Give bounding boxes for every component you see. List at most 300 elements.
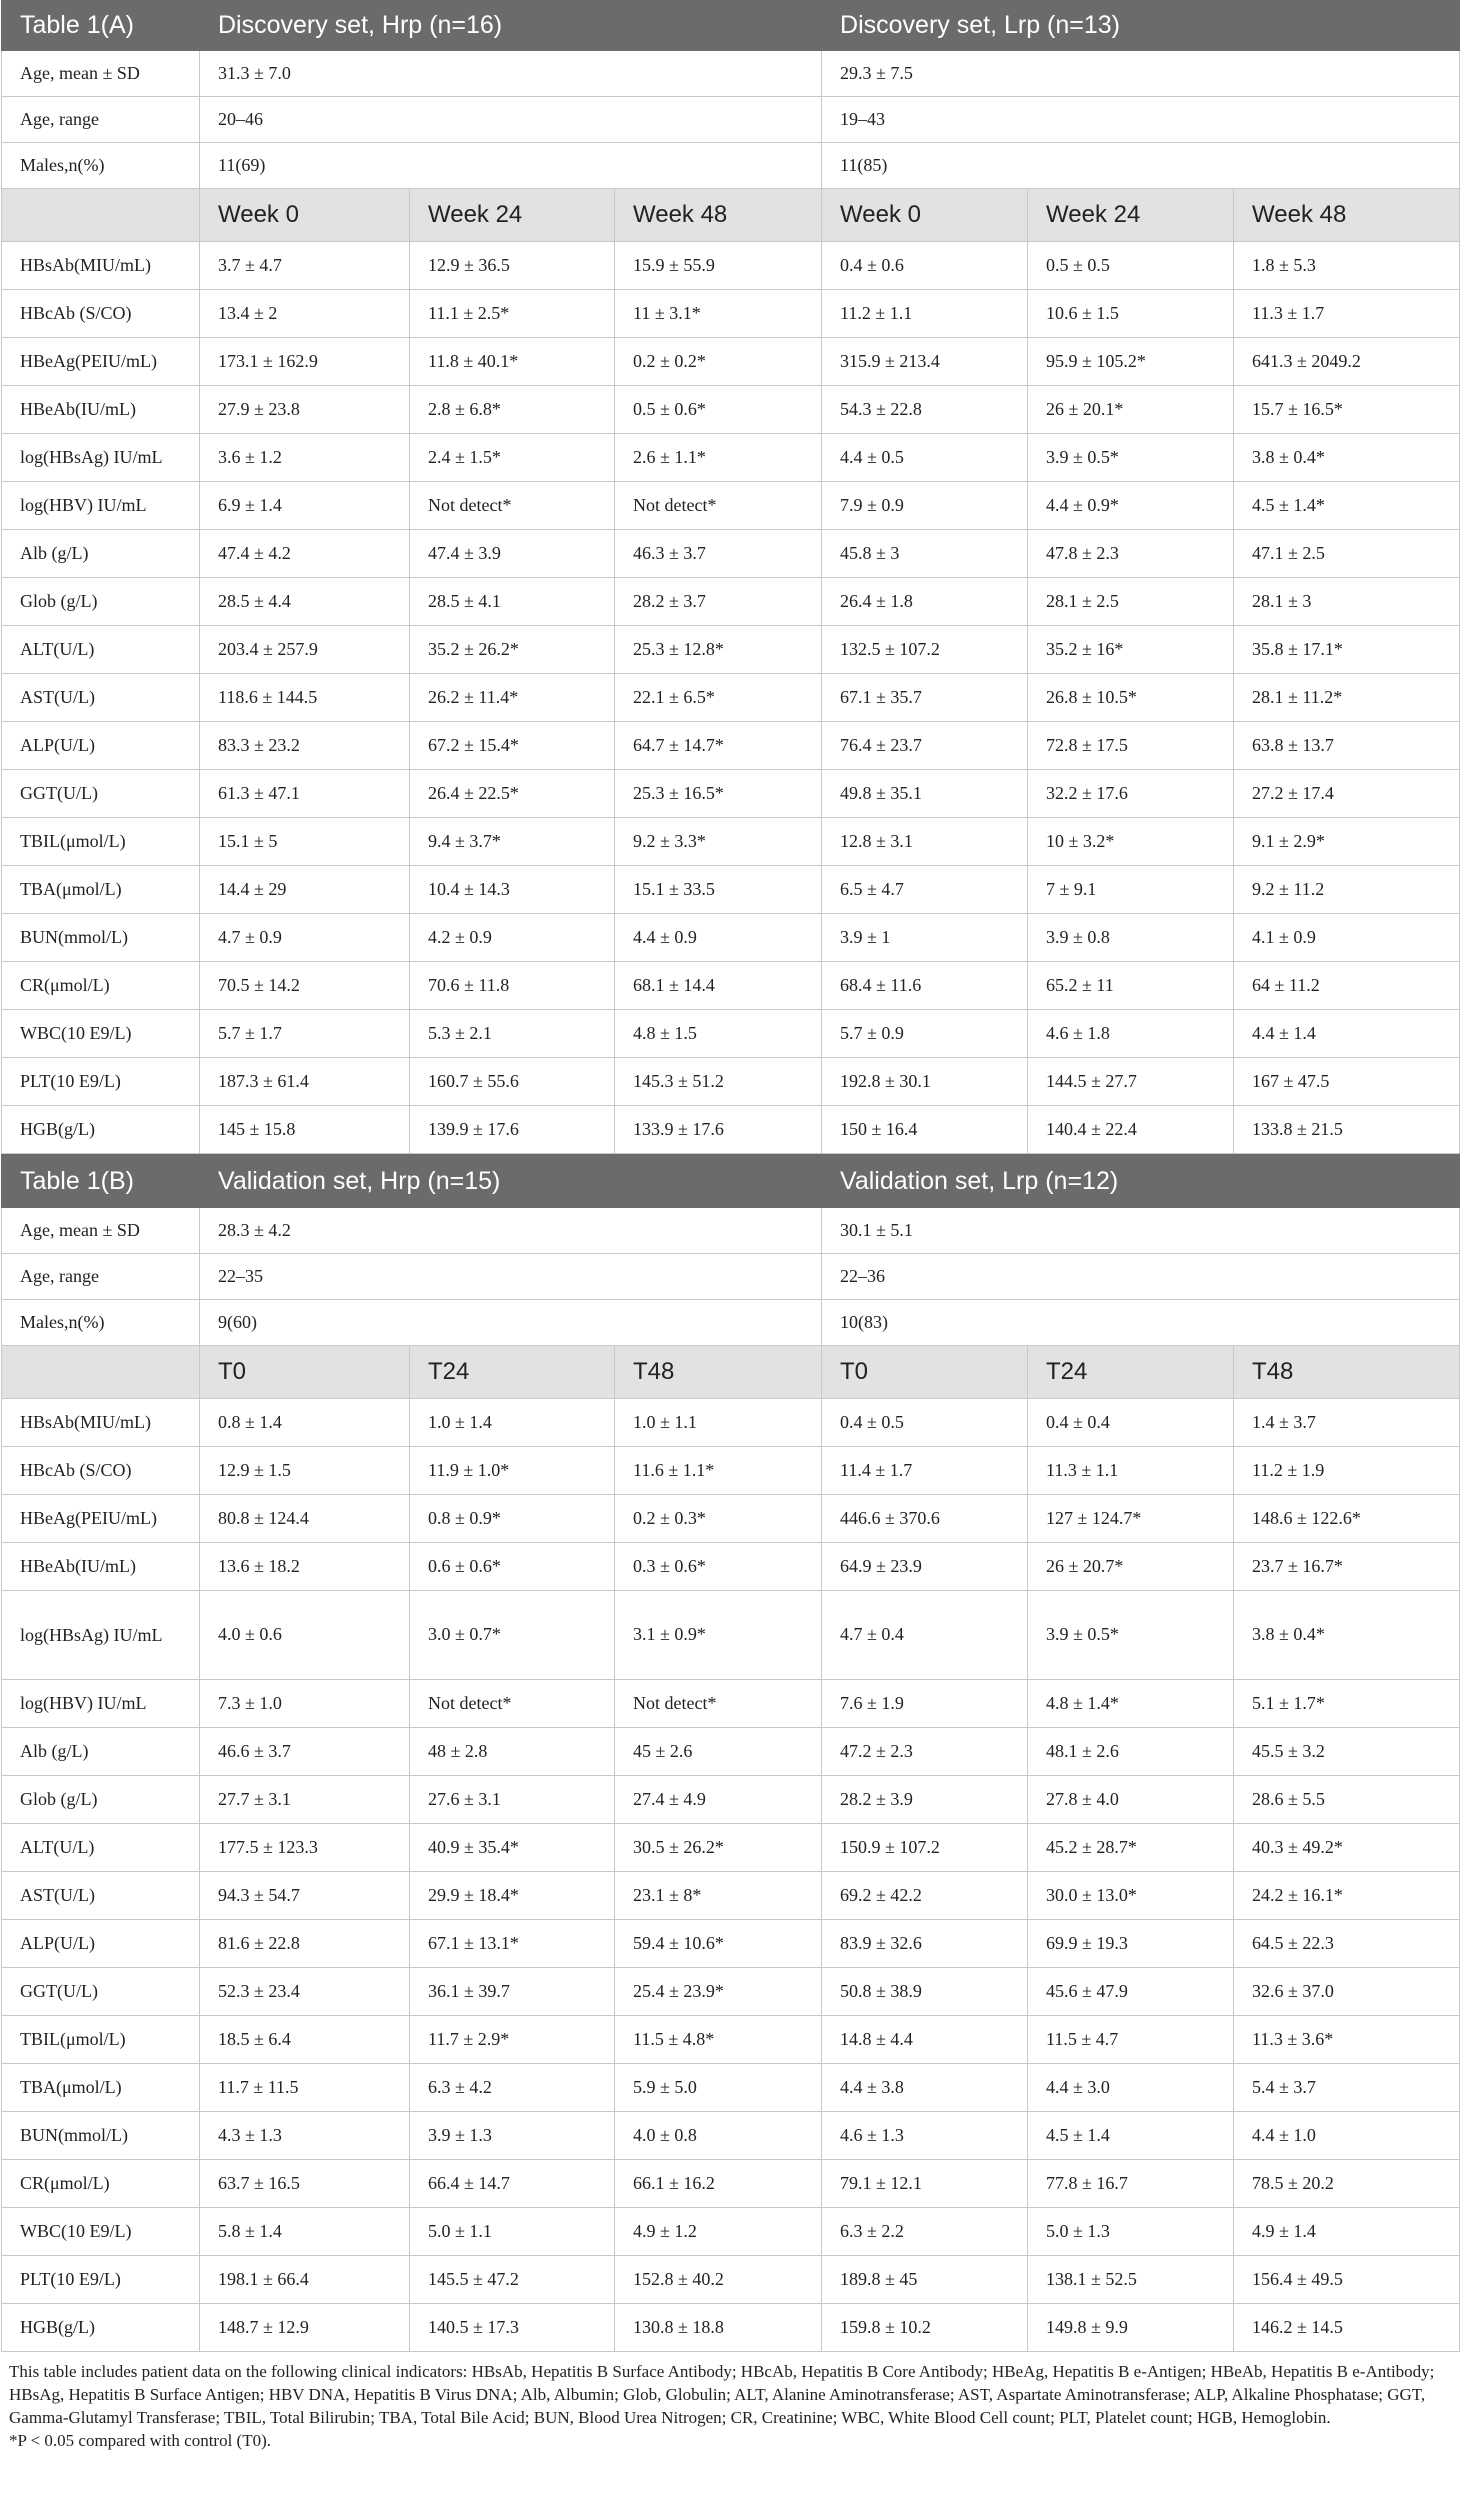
row-label: CR(μmol/L) <box>2 962 200 1010</box>
cell: 7.3 ± 1.0 <box>200 1680 410 1728</box>
cell: 23.1 ± 8* <box>615 1872 822 1920</box>
cell: 70.6 ± 11.8 <box>410 962 615 1010</box>
table-row <box>2 818 1460 866</box>
cell: Not detect* <box>410 1680 615 1728</box>
table-row <box>2 2016 1460 2064</box>
row-label: log(HBV) IU/mL <box>2 482 200 530</box>
row-label: HBsAb(MIU/mL) <box>2 1399 200 1447</box>
cell: 11.5 ± 4.7 <box>1028 2016 1234 2064</box>
cell: 29.9 ± 18.4* <box>410 1872 615 1920</box>
cell: 3.9 ± 0.8 <box>1028 914 1234 962</box>
cell: 46.3 ± 3.7 <box>615 530 822 578</box>
row-label: HGB(g/L) <box>2 2304 200 2352</box>
demo-value-lrp: 22–36 <box>822 1254 1460 1300</box>
cell: 0.6 ± 0.6* <box>410 1543 615 1591</box>
row-label: HGB(g/L) <box>2 1106 200 1154</box>
cell: 67.1 ± 35.7 <box>822 674 1028 722</box>
demo-value-hrp: 9(60) <box>200 1300 822 1346</box>
cell: 4.4 ± 0.5 <box>822 434 1028 482</box>
cell: 5.8 ± 1.4 <box>200 2208 410 2256</box>
cell: 3.8 ± 0.4* <box>1234 434 1460 482</box>
row-label: Males,n(%) <box>2 1300 200 1346</box>
row-label: Age, mean ± SD <box>2 51 200 97</box>
group-title-hrp: Validation set, Hrp (n=15) <box>200 1155 822 1208</box>
column-header: T0 <box>822 1346 1028 1399</box>
footnote-significance: *P < 0.05 compared with control (T0). <box>9 2431 272 2451</box>
row-label: HBsAb(MIU/mL) <box>2 242 200 290</box>
cell: 6.9 ± 1.4 <box>200 482 410 530</box>
cell: 149.8 ± 9.9 <box>1028 2304 1234 2352</box>
cell: 12.9 ± 36.5 <box>410 242 615 290</box>
table-row <box>2 290 1460 338</box>
table-1b-body <box>2 1399 1460 2352</box>
row-label: BUN(mmol/L) <box>2 2112 200 2160</box>
row-label: HBcAb (S/CO) <box>2 1447 200 1495</box>
column-header: Week 24 <box>1028 189 1234 242</box>
cell: 26 ± 20.1* <box>1028 386 1234 434</box>
cell: 140.5 ± 17.3 <box>410 2304 615 2352</box>
cell: 133.8 ± 21.5 <box>1234 1106 1460 1154</box>
cell: 3.0 ± 0.7* <box>410 1591 615 1680</box>
cell: 65.2 ± 11 <box>1028 962 1234 1010</box>
column-header: Week 0 <box>200 189 410 242</box>
cell: 63.8 ± 13.7 <box>1234 722 1460 770</box>
cell: 27.6 ± 3.1 <box>410 1776 615 1824</box>
cell: 173.1 ± 162.9 <box>200 338 410 386</box>
table-row <box>2 2208 1460 2256</box>
cell: Not detect* <box>615 1680 822 1728</box>
cell: 15.1 ± 33.5 <box>615 866 822 914</box>
demo-value-hrp: 22–35 <box>200 1254 822 1300</box>
cell: 4.5 ± 1.4 <box>1028 2112 1234 2160</box>
cell: 4.0 ± 0.6 <box>200 1591 410 1680</box>
cell: 25.3 ± 12.8* <box>615 626 822 674</box>
cell: 160.7 ± 55.6 <box>410 1058 615 1106</box>
cell: 47.4 ± 4.2 <box>200 530 410 578</box>
table-row <box>2 482 1460 530</box>
cell: 3.9 ± 1 <box>822 914 1028 962</box>
cell: 40.9 ± 35.4* <box>410 1824 615 1872</box>
cell: 4.1 ± 0.9 <box>1234 914 1460 962</box>
column-header: T48 <box>615 1346 822 1399</box>
table-1a-title-row <box>2 1 1460 51</box>
cell: 10.6 ± 1.5 <box>1028 290 1234 338</box>
table-1b-title-row <box>2 1155 1460 1208</box>
cell: 15.7 ± 16.5* <box>1234 386 1460 434</box>
cell: 0.8 ± 1.4 <box>200 1399 410 1447</box>
cell: 79.1 ± 12.1 <box>822 2160 1028 2208</box>
row-label: ALP(U/L) <box>2 1920 200 1968</box>
cell: 63.7 ± 16.5 <box>200 2160 410 2208</box>
cell: 6.3 ± 2.2 <box>822 2208 1028 2256</box>
cell: 145.5 ± 47.2 <box>410 2256 615 2304</box>
table-footnote <box>1 2352 1459 2452</box>
footnote-abbreviations: This table includes patient data on the following clinical indicators: HBsAb, Hepatitis B Surface Antibody; HBcAb, Hepatitis B Core Antibody; HBeAg, Hepatitis B e-Antigen; HBeAb, Hepatitis B e-Antibody; HBsAg, Hepatitis B Surface Antigen; HBV DNA, Hepatitis B Virus DNA; Alb, Albumin; Glob, Globulin; ALT, Alanine Aminotransferase; AST, Aspartate Aminotransferase; ALP, Alkaline Phosphatase; GGT, Gamma-Glutamyl Transferase; TBIL, Total Bilirubin; TBA, Total Bile Acid; BUN, Blood Urea Nitrogen; CR, Creatinine; WBC, White Blood Cell count; PLT, Platelet count; HGB, Hemoglobin. <box>9 2362 1435 2428</box>
table-1b <box>1 1154 1460 2352</box>
cell: 5.0 ± 1.3 <box>1028 2208 1234 2256</box>
cell: 72.8 ± 17.5 <box>1028 722 1234 770</box>
cell: 50.8 ± 38.9 <box>822 1968 1028 2016</box>
cell: 27.9 ± 23.8 <box>200 386 410 434</box>
row-label: PLT(10 E9/L) <box>2 2256 200 2304</box>
table-label: Table 1(A) <box>2 1 200 51</box>
cell: 3.1 ± 0.9* <box>615 1591 822 1680</box>
header-blank-cell <box>2 189 200 242</box>
table-row <box>2 2256 1460 2304</box>
cell: 4.8 ± 1.5 <box>615 1010 822 1058</box>
table-row <box>2 1872 1460 1920</box>
cell: 40.3 ± 49.2* <box>1234 1824 1460 1872</box>
table-row <box>2 2160 1460 2208</box>
cell: 10 ± 3.2* <box>1028 818 1234 866</box>
cell: 30.0 ± 13.0* <box>1028 1872 1234 1920</box>
cell: 76.4 ± 23.7 <box>822 722 1028 770</box>
cell: 64.7 ± 14.7* <box>615 722 822 770</box>
column-header: Week 0 <box>822 189 1028 242</box>
cell: 25.4 ± 23.9* <box>615 1968 822 2016</box>
group-title-hrp: Discovery set, Hrp (n=16) <box>200 1 822 51</box>
cell: 28.1 ± 2.5 <box>1028 578 1234 626</box>
cell: 0.3 ± 0.6* <box>615 1543 822 1591</box>
cell: 4.4 ± 0.9* <box>1028 482 1234 530</box>
row-label: GGT(U/L) <box>2 1968 200 2016</box>
cell: 4.4 ± 0.9 <box>615 914 822 962</box>
cell: 144.5 ± 27.7 <box>1028 1058 1234 1106</box>
row-label: WBC(10 E9/L) <box>2 2208 200 2256</box>
cell: 148.7 ± 12.9 <box>200 2304 410 2352</box>
table-row <box>2 1776 1460 1824</box>
cell: 5.7 ± 0.9 <box>822 1010 1028 1058</box>
table-row <box>2 2064 1460 2112</box>
row-label: Males,n(%) <box>2 143 200 189</box>
cell: 49.8 ± 35.1 <box>822 770 1028 818</box>
demographics-row <box>2 1300 1460 1346</box>
cell: 9.2 ± 3.3* <box>615 818 822 866</box>
cell: 0.2 ± 0.2* <box>615 338 822 386</box>
cell: 11.9 ± 1.0* <box>410 1447 615 1495</box>
cell: 4.7 ± 0.4 <box>822 1591 1028 1680</box>
cell: 3.7 ± 4.7 <box>200 242 410 290</box>
cell: 152.8 ± 40.2 <box>615 2256 822 2304</box>
row-label: Age, range <box>2 1254 200 1300</box>
row-label: ALT(U/L) <box>2 626 200 674</box>
cell: 1.0 ± 1.1 <box>615 1399 822 1447</box>
column-header: T48 <box>1234 1346 1460 1399</box>
cell: 12.8 ± 3.1 <box>822 818 1028 866</box>
cell: 11.4 ± 1.7 <box>822 1447 1028 1495</box>
table-row <box>2 1058 1460 1106</box>
row-label: Glob (g/L) <box>2 1776 200 1824</box>
cell: 4.3 ± 1.3 <box>200 2112 410 2160</box>
cell: 4.4 ± 3.0 <box>1028 2064 1234 2112</box>
cell: 47.2 ± 2.3 <box>822 1728 1028 1776</box>
cell: 7 ± 9.1 <box>1028 866 1234 914</box>
column-header-row <box>2 189 1460 242</box>
cell: 167 ± 47.5 <box>1234 1058 1460 1106</box>
cell: 13.4 ± 2 <box>200 290 410 338</box>
cell: 4.4 ± 1.4 <box>1234 1010 1460 1058</box>
cell: 140.4 ± 22.4 <box>1028 1106 1234 1154</box>
table-row <box>2 338 1460 386</box>
cell: 11.3 ± 3.6* <box>1234 2016 1460 2064</box>
cell: 0.2 ± 0.3* <box>615 1495 822 1543</box>
cell: 2.8 ± 6.8* <box>410 386 615 434</box>
cell: 0.4 ± 0.4 <box>1028 1399 1234 1447</box>
cell: 32.2 ± 17.6 <box>1028 770 1234 818</box>
cell: 130.8 ± 18.8 <box>615 2304 822 2352</box>
cell: 30.5 ± 26.2* <box>615 1824 822 1872</box>
cell: 3.9 ± 0.5* <box>1028 1591 1234 1680</box>
row-label: TBIL(μmol/L) <box>2 2016 200 2064</box>
row-label: HBeAb(IU/mL) <box>2 1543 200 1591</box>
table-1a <box>1 0 1460 1154</box>
table-row <box>2 1920 1460 1968</box>
cell: 127 ± 124.7* <box>1028 1495 1234 1543</box>
cell: 5.3 ± 2.1 <box>410 1010 615 1058</box>
cell: 27.8 ± 4.0 <box>1028 1776 1234 1824</box>
cell: 68.4 ± 11.6 <box>822 962 1028 1010</box>
cell: 5.0 ± 1.1 <box>410 2208 615 2256</box>
table-row <box>2 242 1460 290</box>
cell: 133.9 ± 17.6 <box>615 1106 822 1154</box>
cell: 11.7 ± 11.5 <box>200 2064 410 2112</box>
page <box>1 0 1459 2452</box>
cell: 4.2 ± 0.9 <box>410 914 615 962</box>
cell: 12.9 ± 1.5 <box>200 1447 410 1495</box>
cell: 48 ± 2.8 <box>410 1728 615 1776</box>
cell: 5.1 ± 1.7* <box>1234 1680 1460 1728</box>
table-row <box>2 962 1460 1010</box>
cell: 4.4 ± 1.0 <box>1234 2112 1460 2160</box>
cell: 156.4 ± 49.5 <box>1234 2256 1460 2304</box>
row-label: HBcAb (S/CO) <box>2 290 200 338</box>
row-label: WBC(10 E9/L) <box>2 1010 200 1058</box>
row-label: Alb (g/L) <box>2 530 200 578</box>
row-label: Alb (g/L) <box>2 1728 200 1776</box>
cell: 45.5 ± 3.2 <box>1234 1728 1460 1776</box>
cell: 95.9 ± 105.2* <box>1028 338 1234 386</box>
cell: 4.8 ± 1.4* <box>1028 1680 1234 1728</box>
row-label: Age, range <box>2 97 200 143</box>
cell: 54.3 ± 22.8 <box>822 386 1028 434</box>
cell: 26.8 ± 10.5* <box>1028 674 1234 722</box>
cell: 64.9 ± 23.9 <box>822 1543 1028 1591</box>
cell: 11.7 ± 2.9* <box>410 2016 615 2064</box>
cell: 28.2 ± 3.9 <box>822 1776 1028 1824</box>
cell: 10.4 ± 14.3 <box>410 866 615 914</box>
cell: 26.2 ± 11.4* <box>410 674 615 722</box>
table-row <box>2 1591 1460 1680</box>
row-label: ALT(U/L) <box>2 1824 200 1872</box>
row-label: TBA(μmol/L) <box>2 866 200 914</box>
cell: 68.1 ± 14.4 <box>615 962 822 1010</box>
cell: 11.3 ± 1.1 <box>1028 1447 1234 1495</box>
table-row <box>2 1495 1460 1543</box>
cell: 83.9 ± 32.6 <box>822 1920 1028 1968</box>
cell: 9.4 ± 3.7* <box>410 818 615 866</box>
demographics-row <box>2 143 1460 189</box>
row-label: GGT(U/L) <box>2 770 200 818</box>
cell: 47.4 ± 3.9 <box>410 530 615 578</box>
cell: 70.5 ± 14.2 <box>200 962 410 1010</box>
cell: 14.8 ± 4.4 <box>822 2016 1028 2064</box>
cell: 0.8 ± 0.9* <box>410 1495 615 1543</box>
table-row <box>2 1106 1460 1154</box>
column-header: Week 24 <box>410 189 615 242</box>
table-row <box>2 1680 1460 1728</box>
cell: 139.9 ± 17.6 <box>410 1106 615 1154</box>
cell: 6.5 ± 4.7 <box>822 866 1028 914</box>
cell: 315.9 ± 213.4 <box>822 338 1028 386</box>
table-row <box>2 866 1460 914</box>
cell: 69.9 ± 19.3 <box>1028 1920 1234 1968</box>
cell: 11.6 ± 1.1* <box>615 1447 822 1495</box>
cell: 28.1 ± 3 <box>1234 578 1460 626</box>
row-label: log(HBV) IU/mL <box>2 1680 200 1728</box>
cell: 7.6 ± 1.9 <box>822 1680 1028 1728</box>
cell: 35.8 ± 17.1* <box>1234 626 1460 674</box>
cell: 69.2 ± 42.2 <box>822 1872 1028 1920</box>
row-label: HBeAg(PEIU/mL) <box>2 1495 200 1543</box>
cell: 27.4 ± 4.9 <box>615 1776 822 1824</box>
cell: 6.3 ± 4.2 <box>410 2064 615 2112</box>
cell: 150.9 ± 107.2 <box>822 1824 1028 1872</box>
row-label: log(HBsAg) IU/mL <box>2 1591 200 1680</box>
group-title-lrp: Validation set, Lrp (n=12) <box>822 1155 1460 1208</box>
cell: Not detect* <box>615 482 822 530</box>
demo-value-lrp: 10(83) <box>822 1300 1460 1346</box>
demographics-row <box>2 97 1460 143</box>
row-label: CR(μmol/L) <box>2 2160 200 2208</box>
cell: 159.8 ± 10.2 <box>822 2304 1028 2352</box>
cell: 15.1 ± 5 <box>200 818 410 866</box>
cell: 641.3 ± 2049.2 <box>1234 338 1460 386</box>
row-label: PLT(10 E9/L) <box>2 1058 200 1106</box>
cell: 28.2 ± 3.7 <box>615 578 822 626</box>
cell: 22.1 ± 6.5* <box>615 674 822 722</box>
cell: 47.1 ± 2.5 <box>1234 530 1460 578</box>
cell: 5.9 ± 5.0 <box>615 2064 822 2112</box>
column-header: Week 48 <box>1234 189 1460 242</box>
cell: 9.1 ± 2.9* <box>1234 818 1460 866</box>
table-row <box>2 434 1460 482</box>
cell: 4.4 ± 3.8 <box>822 2064 1028 2112</box>
cell: 24.2 ± 16.1* <box>1234 1872 1460 1920</box>
cell: 36.1 ± 39.7 <box>410 1968 615 2016</box>
row-label: TBA(μmol/L) <box>2 2064 200 2112</box>
row-label: TBIL(μmol/L) <box>2 818 200 866</box>
table-row <box>2 914 1460 962</box>
cell: 4.9 ± 1.2 <box>615 2208 822 2256</box>
cell: 32.6 ± 37.0 <box>1234 1968 1460 2016</box>
row-label: HBeAg(PEIU/mL) <box>2 338 200 386</box>
column-header-row <box>2 1346 1460 1399</box>
cell: 28.6 ± 5.5 <box>1234 1776 1460 1824</box>
cell: 81.6 ± 22.8 <box>200 1920 410 1968</box>
cell: 11.1 ± 2.5* <box>410 290 615 338</box>
cell: 11.2 ± 1.1 <box>822 290 1028 338</box>
cell: 27.7 ± 3.1 <box>200 1776 410 1824</box>
cell: 18.5 ± 6.4 <box>200 2016 410 2064</box>
cell: 67.1 ± 13.1* <box>410 1920 615 1968</box>
table-row <box>2 1728 1460 1776</box>
table-row <box>2 2304 1460 2352</box>
cell: 26 ± 20.7* <box>1028 1543 1234 1591</box>
cell: 61.3 ± 47.1 <box>200 770 410 818</box>
cell: 198.1 ± 66.4 <box>200 2256 410 2304</box>
cell: 28.1 ± 11.2* <box>1234 674 1460 722</box>
table-row <box>2 1543 1460 1591</box>
cell: 26.4 ± 1.8 <box>822 578 1028 626</box>
table-1a-body <box>2 242 1460 1154</box>
cell: 132.5 ± 107.2 <box>822 626 1028 674</box>
cell: 45.6 ± 47.9 <box>1028 1968 1234 2016</box>
cell: 52.3 ± 23.4 <box>200 1968 410 2016</box>
table-row <box>2 530 1460 578</box>
cell: 13.6 ± 18.2 <box>200 1543 410 1591</box>
row-label: AST(U/L) <box>2 674 200 722</box>
cell: 0.5 ± 0.6* <box>615 386 822 434</box>
cell: 83.3 ± 23.2 <box>200 722 410 770</box>
cell: 35.2 ± 16* <box>1028 626 1234 674</box>
cell: 66.4 ± 14.7 <box>410 2160 615 2208</box>
cell: 94.3 ± 54.7 <box>200 1872 410 1920</box>
cell: 3.9 ± 0.5* <box>1028 434 1234 482</box>
cell: 7.9 ± 0.9 <box>822 482 1028 530</box>
cell: 148.6 ± 122.6* <box>1234 1495 1460 1543</box>
column-header: Week 48 <box>615 189 822 242</box>
cell: 47.8 ± 2.3 <box>1028 530 1234 578</box>
cell: 11.3 ± 1.7 <box>1234 290 1460 338</box>
demo-value-hrp: 28.3 ± 4.2 <box>200 1208 822 1254</box>
cell: 25.3 ± 16.5* <box>615 770 822 818</box>
column-header: T24 <box>1028 1346 1234 1399</box>
cell: 1.8 ± 5.3 <box>1234 242 1460 290</box>
cell: 4.0 ± 0.8 <box>615 2112 822 2160</box>
table-row <box>2 674 1460 722</box>
cell: 3.9 ± 1.3 <box>410 2112 615 2160</box>
demo-value-hrp: 20–46 <box>200 97 822 143</box>
demo-value-hrp: 31.3 ± 7.0 <box>200 51 822 97</box>
cell: 4.5 ± 1.4* <box>1234 482 1460 530</box>
cell: 2.4 ± 1.5* <box>410 434 615 482</box>
cell: 45.8 ± 3 <box>822 530 1028 578</box>
cell: 9.2 ± 11.2 <box>1234 866 1460 914</box>
group-title-lrp: Discovery set, Lrp (n=13) <box>822 1 1460 51</box>
table-row <box>2 386 1460 434</box>
cell: 5.7 ± 1.7 <box>200 1010 410 1058</box>
table-row <box>2 770 1460 818</box>
cell: 3.6 ± 1.2 <box>200 434 410 482</box>
cell: 146.2 ± 14.5 <box>1234 2304 1460 2352</box>
cell: 145.3 ± 51.2 <box>615 1058 822 1106</box>
table-row <box>2 1399 1460 1447</box>
cell: 0.4 ± 0.6 <box>822 242 1028 290</box>
table-label: Table 1(B) <box>2 1155 200 1208</box>
cell: 15.9 ± 55.9 <box>615 242 822 290</box>
cell: 48.1 ± 2.6 <box>1028 1728 1234 1776</box>
cell: 1.0 ± 1.4 <box>410 1399 615 1447</box>
demo-value-lrp: 29.3 ± 7.5 <box>822 51 1460 97</box>
cell: 11.8 ± 40.1* <box>410 338 615 386</box>
cell: 189.8 ± 45 <box>822 2256 1028 2304</box>
cell: 187.3 ± 61.4 <box>200 1058 410 1106</box>
cell: 446.6 ± 370.6 <box>822 1495 1028 1543</box>
demo-value-lrp: 19–43 <box>822 97 1460 143</box>
cell: 80.8 ± 124.4 <box>200 1495 410 1543</box>
cell: 45.2 ± 28.7* <box>1028 1824 1234 1872</box>
table-row <box>2 1968 1460 2016</box>
